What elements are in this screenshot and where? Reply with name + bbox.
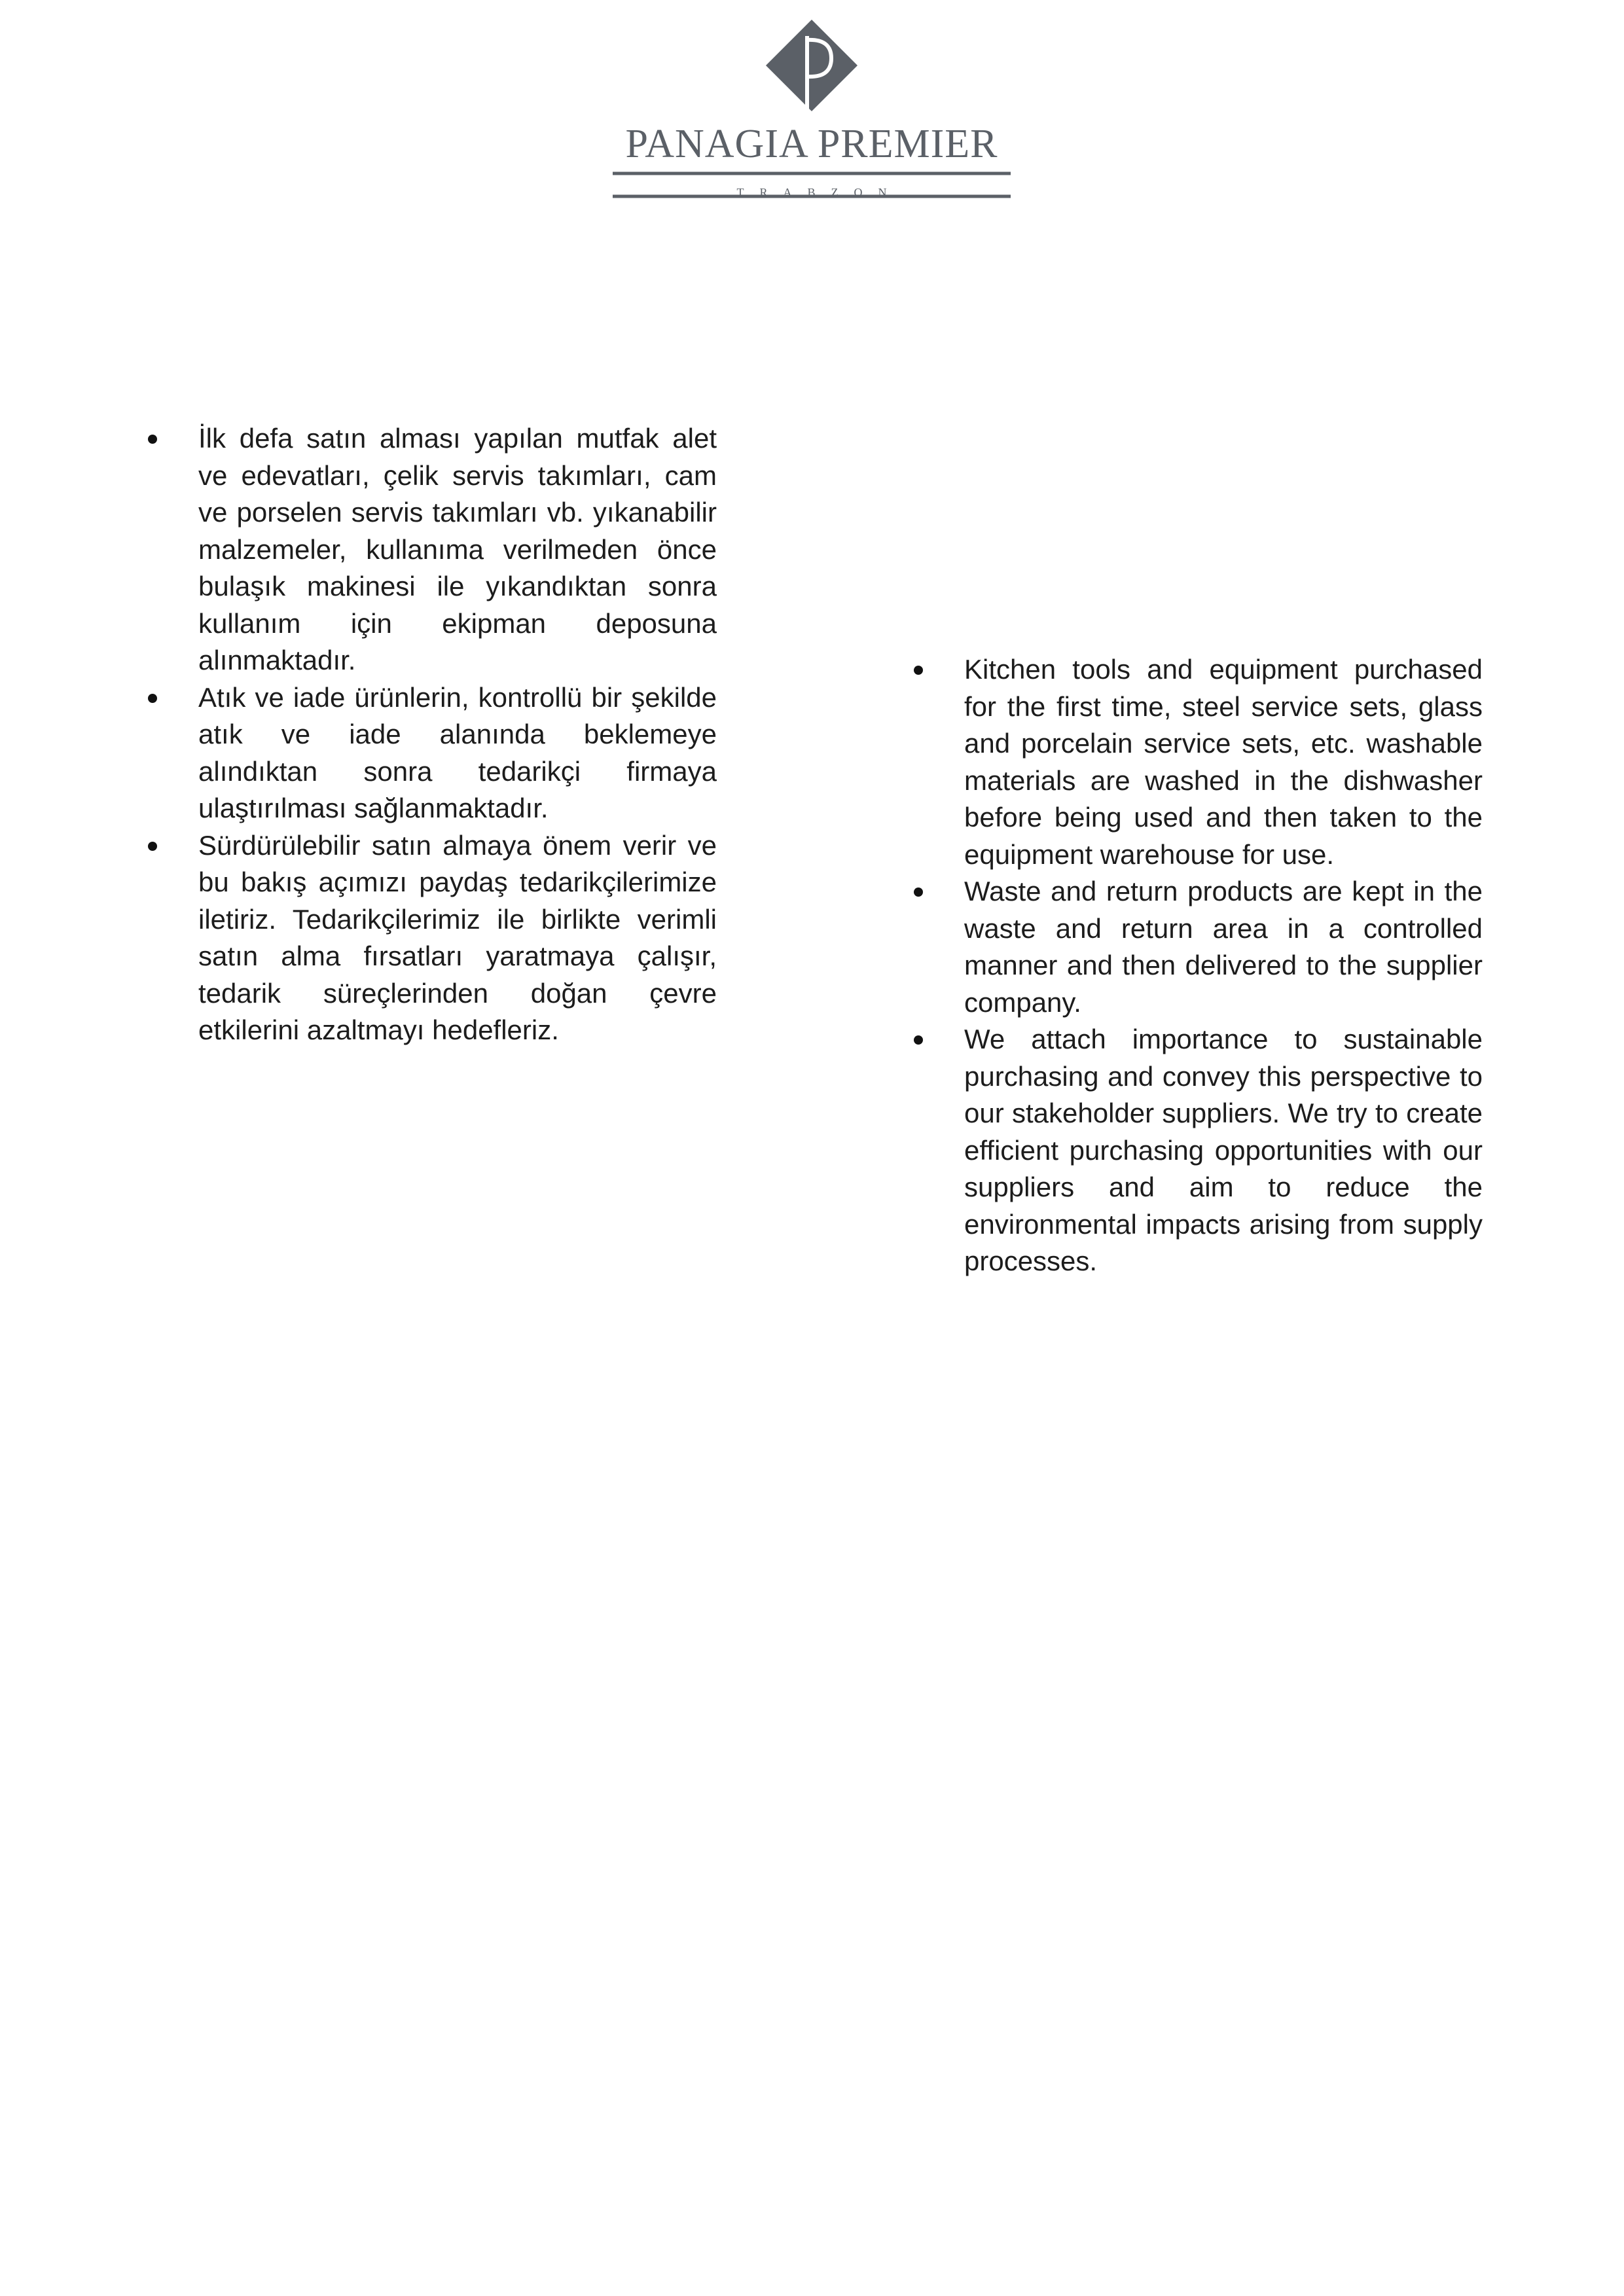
list-item [141, 827, 717, 1049]
english-column [907, 651, 1483, 1280]
bullet-icon [148, 842, 157, 851]
bullet-icon [148, 694, 157, 703]
bullet-icon [914, 888, 923, 897]
hotel-logo [602, 16, 1021, 203]
turkish-column [141, 420, 717, 1049]
logo-emblem [602, 16, 1021, 203]
brand-name: PANAGIA PREMIER [625, 122, 998, 166]
list-item-text: Kitchen tools and equipment purchased for the first time, steel service sets, glass and porcelain service sets, etc. washable materials are washed in the dishwasher before being used and then taken to the equipment warehouse for use. [964, 654, 1483, 870]
english-bullet-list [907, 651, 1483, 1280]
bullet-icon [914, 1035, 923, 1045]
list-item-text: Sürdürülebilir satın almaya önem verir ve bu bakış açımızı paydaş tedarikçilerimize iletiriz. Tedarikçilerimiz ile birlikte verimli satın alma fırsatları yaratmaya çalışır, tedarik süreçlerinden doğan çevre etkilerini azaltmayı hedefleriz. [198, 829, 717, 1045]
bullet-icon [148, 435, 157, 444]
list-item [907, 651, 1483, 873]
list-item [141, 679, 717, 827]
list-item-text: Atık ve iade ürünlerin, kontrollü bir şekilde atık ve iade alanında beklemeye alındıktan sonra tedarikçi firmaya ulaştırılması sağlanmaktadır. [198, 681, 717, 823]
list-item-text: İlk defa satın alması yapılan mutfak alet ve edevatları, çelik servis takımları, cam ve porselen servis takımları vb. yıkanabilir malzemeler, kullanıma verilmeden önce bulaşık makinesi ile yıkandıktan sonra kullanım için ekipman deposuna alınmaktadır. [198, 423, 717, 675]
turkish-bullet-list [141, 420, 717, 1049]
list-item [907, 1021, 1483, 1280]
brand-location: TRABZON [736, 186, 903, 199]
list-item-text: We attach importance to sustainable purchasing and convey this perspective to our stakeholder suppliers. We try to create efficient purchasing opportunities with our suppliers and aim to reduce the environmental impacts arising from supply processes. [964, 1024, 1483, 1276]
bullet-icon [914, 666, 923, 675]
list-item [907, 873, 1483, 1021]
list-item-text: Waste and return products are kept in the waste and return area in a controlled manner and then delivered to the supplier company. [964, 876, 1483, 1018]
list-item [141, 420, 717, 679]
